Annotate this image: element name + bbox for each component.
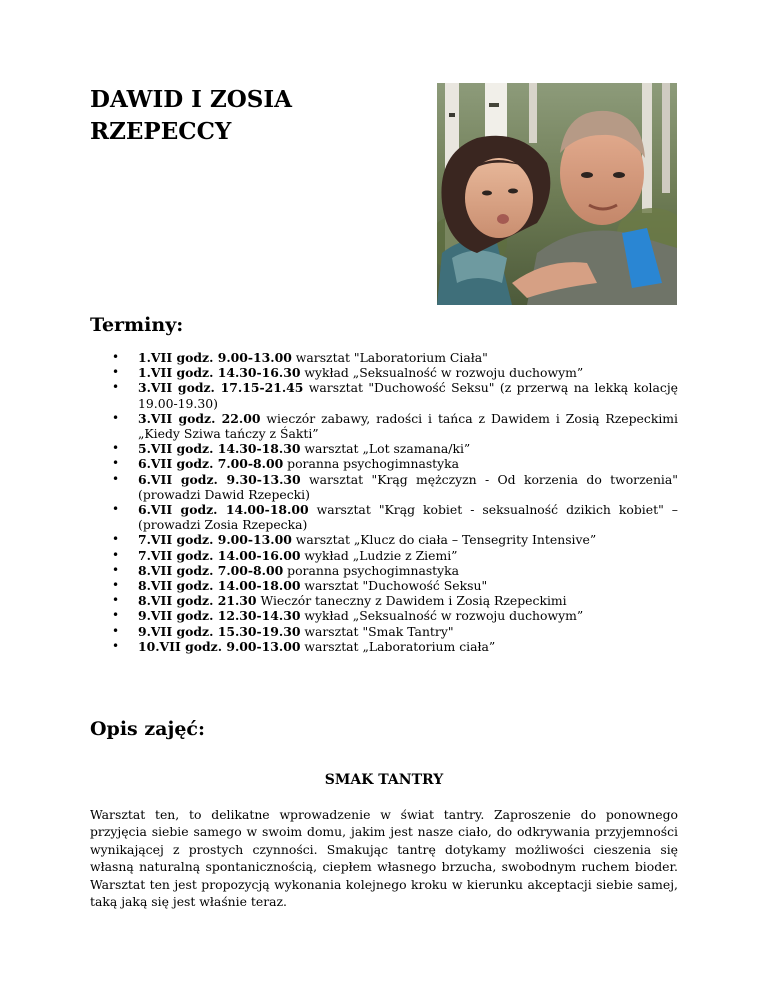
- photo-illustration: [437, 83, 677, 305]
- item-date: 7.VII godz. 9.00-13.00: [138, 532, 292, 548]
- item-text: wieczór zabawy, radości i tańca z Dawidem i Zosią Rzepeckimi „Kiedy Sziwa tańczy z Śakti”: [138, 410, 679, 442]
- item-text: warsztat "Krąg kobiet - seksualność dzikich kobiet" – (prowadzi Zosia Rzepecka): [138, 502, 679, 533]
- title-line-1: DAWID I ZOSIA: [90, 86, 292, 113]
- item-date: 8.VII godz. 7.00-8.00: [138, 562, 284, 578]
- list-item: [90, 365, 678, 380]
- item-text: warsztat "Krąg mężczyzn - Od korzenia do tworzenia" (prowadzi Dawid Rzepecki): [138, 471, 678, 502]
- item-text: wykład „Ludzie z Ziemi”: [300, 547, 458, 563]
- list-item: [90, 639, 678, 654]
- item-text: warsztat „Laboratorium ciała”: [300, 638, 496, 654]
- item-date: 9.VII godz. 15.30-19.30: [138, 623, 301, 639]
- list-item: [90, 441, 678, 456]
- item-text: warsztat "Laboratorium Ciała": [291, 350, 488, 365]
- item-date: 8.VII godz. 21.30: [138, 593, 257, 609]
- item-date: 9.VII godz. 12.30-14.30: [138, 608, 301, 624]
- description-paragraph: Warsztat ten, to delikatne wprowadzenie w świat tantry. Zaproszenie do ponownego przyjęcia siebie samego w swoim domu, jakim jest nasze ciało, do odkrywania przyjemności wynikającej z prostych czynności. Smakując tantrę dotykamy możliwości cieszenia się własną naturalną spontanicznością, ciepłem własnego brzucha, swobodnym ruchem bioder. Warsztat ten jest propozycją wykonania kolejnego kroku w kierunku akceptacji siebie samej, taką jaką się jest właśnie teraz.: [90, 807, 678, 910]
- item-text: wykład „Seksualność w rozwoju duchowym”: [300, 365, 584, 381]
- item-text: warsztat "Smak Tantry": [300, 623, 454, 639]
- page-title: [90, 84, 420, 148]
- list-item: [90, 624, 678, 639]
- description-heading: Opis zajęć:: [90, 718, 206, 740]
- section-title: SMAK TANTRY: [324, 772, 444, 788]
- item-date: 1.VII godz. 14.30-16.30: [138, 365, 301, 381]
- item-text: warsztat "Duchowość Seksu" (z przerwą na lekką kolację 19.00-19.30): [138, 380, 679, 411]
- item-text: poranna psychogimnastyka: [283, 562, 460, 578]
- list-item: [90, 548, 678, 563]
- list-item: [90, 456, 678, 471]
- list-item: [90, 593, 678, 608]
- schedule-heading: Terminy:: [90, 314, 184, 336]
- item-date: 3.VII godz. 17.15-21.45: [138, 380, 304, 396]
- title-line-2: RZEPECCY: [90, 118, 232, 145]
- list-item: [90, 608, 678, 623]
- item-text: wykład „Seksualność w rozwoju duchowym”: [300, 608, 584, 624]
- list-item: [90, 563, 678, 578]
- item-date: 1.VII godz. 9.00-13.00: [138, 350, 292, 365]
- item-date: 6.VII godz. 7.00-8.00: [138, 456, 284, 472]
- list-item: [90, 380, 678, 410]
- item-date: 10.VII godz. 9.00-13.00: [138, 638, 301, 654]
- item-text: poranna psychogimnastyka: [283, 456, 460, 472]
- item-text: warsztat "Duchowość Seksu": [300, 578, 488, 594]
- item-text: warsztat „Lot szamana/ki”: [300, 441, 471, 457]
- list-item: [90, 578, 678, 593]
- couple-photo: [437, 83, 677, 305]
- item-date: 7.VII godz. 14.00-16.00: [138, 547, 301, 563]
- item-date: 3.VII godz. 22.00: [138, 410, 261, 426]
- item-text: warsztat „Klucz do ciała – Tensegrity Intensive”: [291, 532, 597, 548]
- item-date: 8.VII godz. 14.00-18.00: [138, 578, 301, 594]
- item-date: 6.VII godz. 9.30-13.30: [138, 471, 301, 487]
- list-item: [90, 350, 678, 365]
- item-date: 5.VII godz. 14.30-18.30: [138, 441, 301, 457]
- list-item: [90, 411, 678, 441]
- item-date: 6.VII godz. 14.00-18.00: [138, 502, 309, 518]
- item-text: Wieczór taneczny z Dawidem i Zosią Rzepeckimi: [256, 593, 567, 609]
- list-item: [90, 532, 678, 547]
- list-item: [90, 472, 678, 502]
- schedule-list: [90, 350, 678, 654]
- list-item: [90, 502, 678, 532]
